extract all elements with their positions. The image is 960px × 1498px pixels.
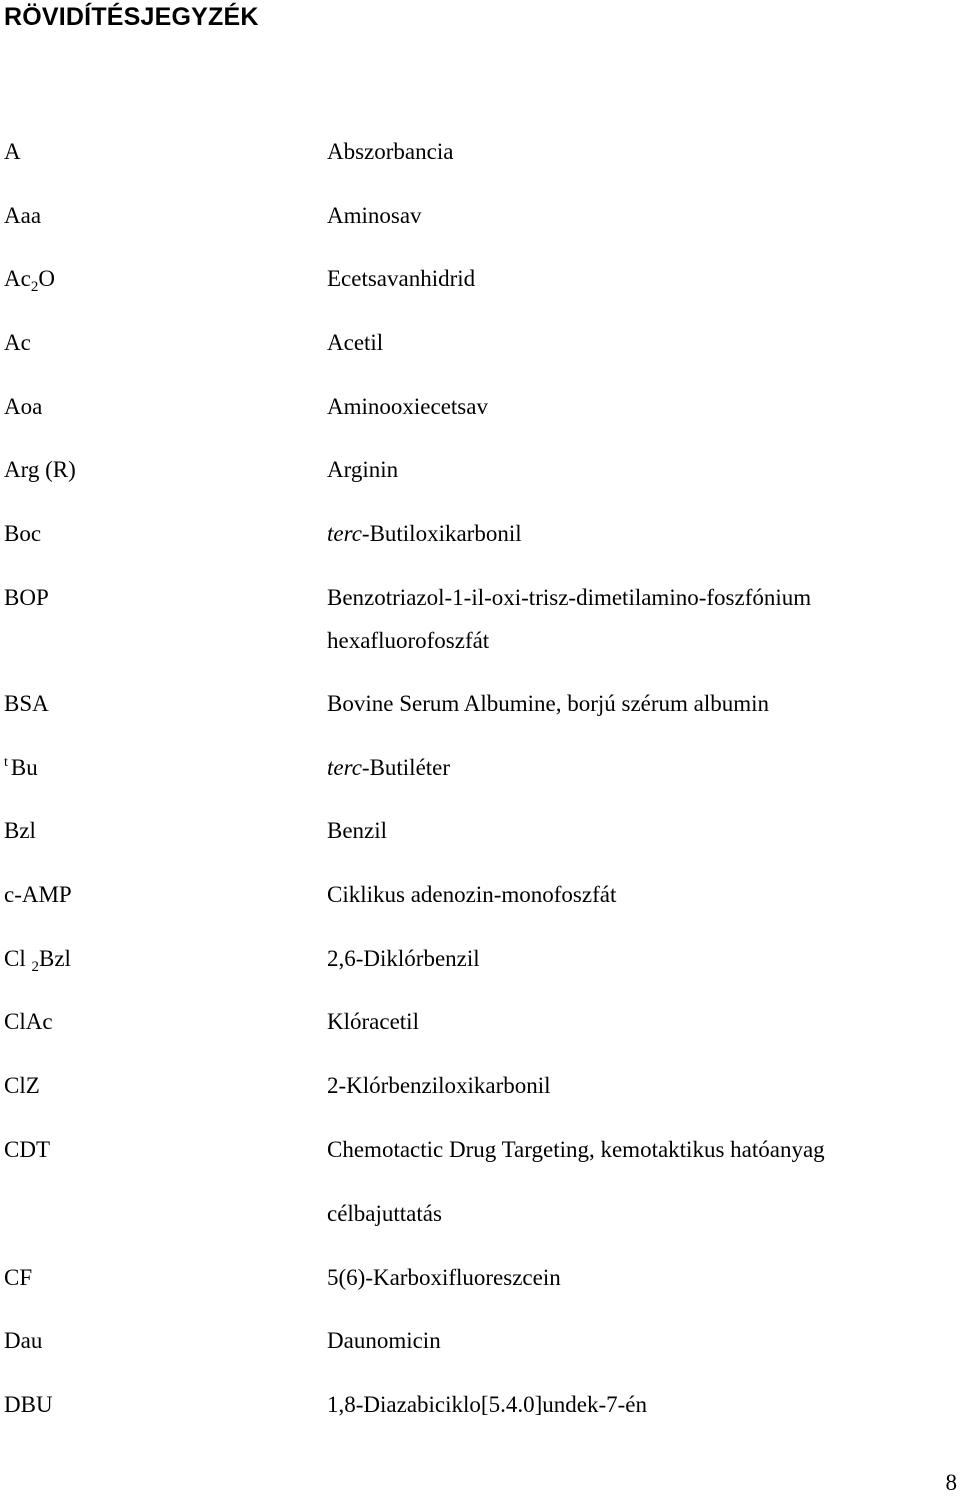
definition: Aminooxiecetsav bbox=[327, 394, 488, 419]
list-item bbox=[0, 583, 960, 613]
definition-rest: -Butiléter bbox=[361, 755, 451, 780]
list-item bbox=[0, 264, 960, 294]
abbreviation: ClZ bbox=[4, 1073, 40, 1098]
list-item bbox=[0, 328, 960, 358]
list-item bbox=[0, 1263, 960, 1293]
abbreviation bbox=[4, 944, 71, 977]
list-item bbox=[0, 392, 960, 422]
abbreviation: Aaa bbox=[4, 203, 42, 228]
abbreviation-suffix: Bzl bbox=[38, 946, 71, 971]
list-item bbox=[0, 1390, 960, 1420]
abbreviation bbox=[4, 753, 38, 787]
abbreviation: ClAc bbox=[4, 1009, 53, 1034]
list-item bbox=[0, 1071, 960, 1101]
definition: Ecetsavanhidrid bbox=[327, 266, 476, 291]
list-item bbox=[0, 753, 960, 783]
list-item bbox=[0, 455, 960, 485]
definition: Daunomicin bbox=[327, 1328, 441, 1353]
definition-continuation: célbajuttatás bbox=[327, 1201, 442, 1226]
abbreviation: A bbox=[4, 139, 21, 164]
abbreviation-suffix: O bbox=[38, 266, 55, 291]
abbreviation bbox=[4, 264, 55, 297]
definition: Arginin bbox=[327, 457, 399, 482]
definition: Chemotactic Drug Targeting, kemotaktikus hatóanyag bbox=[327, 1137, 825, 1162]
definition: Abszorbancia bbox=[327, 139, 454, 164]
abbreviation: Boc bbox=[4, 521, 42, 546]
abbreviation: BOP bbox=[4, 585, 49, 610]
list-item bbox=[0, 519, 960, 549]
definition-continuation: hexafluorofoszfát bbox=[327, 628, 490, 653]
definition: Benzotriazol-1-il-oxi-trisz-dimetilamino-foszfónium bbox=[327, 585, 812, 610]
list-item bbox=[0, 1326, 960, 1356]
list-item bbox=[0, 689, 960, 719]
list-item-continuation bbox=[0, 1199, 960, 1229]
page-number: 8 bbox=[945, 1470, 957, 1495]
abbreviation: Arg (R) bbox=[4, 457, 76, 482]
abbreviation: DBU bbox=[4, 1392, 53, 1417]
definition: 5(6)-Karboxifluoreszcein bbox=[327, 1265, 561, 1290]
list-item bbox=[0, 944, 960, 974]
abbreviation-superscript: t bbox=[4, 755, 8, 770]
definition-italic-prefix: terc bbox=[327, 755, 362, 780]
list-item bbox=[0, 880, 960, 910]
definition bbox=[327, 753, 450, 783]
list-item bbox=[0, 1007, 960, 1037]
list-item bbox=[0, 137, 960, 167]
list-item-continuation bbox=[0, 626, 960, 656]
abbreviation-suffix: Bu bbox=[10, 755, 38, 780]
definition: 2,6-Diklórbenzil bbox=[327, 946, 480, 971]
definition: Bovine Serum Albumine, borjú szérum albumin bbox=[327, 691, 770, 716]
definition: 2-Klórbenziloxikarbonil bbox=[327, 1073, 551, 1098]
abbreviation: Dau bbox=[4, 1328, 43, 1353]
list-item bbox=[0, 201, 960, 231]
definition-italic-prefix: terc bbox=[327, 521, 362, 546]
definition: Benzil bbox=[327, 818, 388, 843]
definition: Ciklikus adenozin-monofoszfát bbox=[327, 882, 617, 907]
abbreviation: BSA bbox=[4, 691, 49, 716]
abbreviation-subscript: 2 bbox=[31, 959, 39, 975]
list-item bbox=[0, 816, 960, 846]
definition: Acetil bbox=[327, 330, 384, 355]
abbreviation-base: Cl bbox=[4, 946, 26, 971]
abbreviation-base: Ac bbox=[4, 266, 31, 291]
definition: Aminosav bbox=[327, 203, 422, 228]
definition bbox=[327, 519, 522, 549]
abbreviation: Aoa bbox=[4, 394, 43, 419]
definition-rest: -Butiloxikarbonil bbox=[361, 521, 522, 546]
definition: 1,8-Diazabiciklo[5.4.0]undek-7-én bbox=[327, 1392, 647, 1417]
abbreviation: Bzl bbox=[4, 818, 36, 843]
page-title: RÖVIDÍTÉSJEGYZÉK bbox=[4, 3, 259, 31]
abbreviation: Ac bbox=[4, 330, 31, 355]
abbreviation-subscript: 2 bbox=[30, 279, 39, 295]
definition: Klóracetil bbox=[327, 1009, 419, 1034]
abbreviation: CDT bbox=[4, 1137, 50, 1162]
abbreviation: CF bbox=[4, 1265, 33, 1290]
abbreviation: c-AMP bbox=[4, 882, 72, 907]
list-item bbox=[0, 1135, 960, 1165]
